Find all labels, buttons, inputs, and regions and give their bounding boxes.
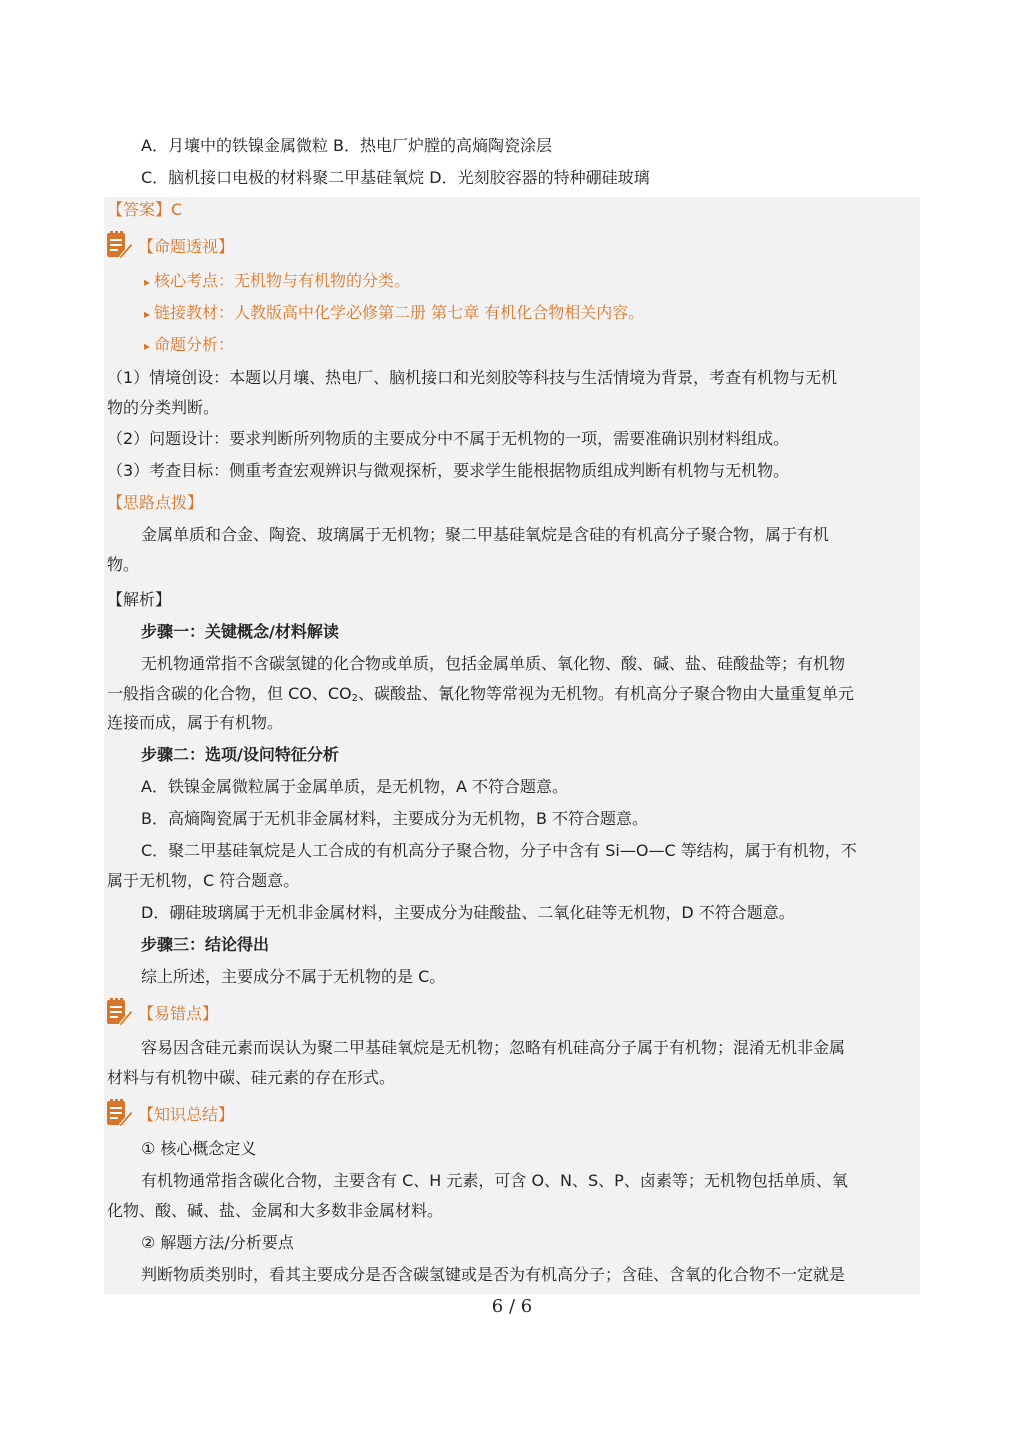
option-line-2: C．脑机接口电极的材料聚二甲基硅氧烷 D．光刻胶容器的特种硼硅玻璃 — [141, 168, 650, 187]
triangle-bullet-icon: ▸ — [144, 307, 151, 321]
section-title: 【命题透视】 — [138, 236, 235, 256]
jiexi-title: 【解析】 — [107, 590, 172, 609]
analysis-p1-line1: （1）情境创设：本题以月壤、热电厂、脑机接口和光刻胶等科技与生活情境为背景，考查有机物与无机 — [107, 368, 838, 387]
conclusion: 综上所述，主要成分不属于无机物的是 C。 — [141, 967, 446, 986]
analysis-p2: （2）问题设计：要求判断所列物质的主要成分中不属于无机物的一项，需要准确识别材料组成。 — [107, 429, 790, 448]
option-a-analysis: A．铁镍金属微粒属于金属单质，是无机物，A 不符合题意。 — [141, 777, 568, 796]
notepad-pencil-icon — [104, 997, 134, 1027]
option-line-1: A．月壤中的铁镍金属微粒 B．热电厂炉膛的高熵陶瓷涂层 — [141, 136, 553, 155]
option-b-analysis: B．高熵陶瓷属于无机非金属材料，主要成分为无机物，B 不符合题意。 — [141, 809, 649, 828]
section-header-mingti — [104, 230, 234, 260]
triangle-bullet-icon: ▸ — [144, 339, 151, 353]
section-header-yicuo — [104, 997, 218, 1027]
notepad-pencil-icon — [104, 1098, 134, 1128]
section-title: 【知识总结】 — [138, 1104, 235, 1124]
zhishi-heading-1: ① 核心概念定义 — [141, 1139, 257, 1158]
option-c-analysis-line2: 属于无机物，C 符合题意。 — [107, 871, 300, 890]
zhishi-heading-2: ② 解题方法/分析要点 — [141, 1233, 294, 1252]
step2-heading: 步骤二：选项/设问特征分析 — [141, 745, 339, 764]
zhishi-text-1-line2: 化物、酸、碱、盐、金属和大多数非金属材料。 — [107, 1201, 444, 1220]
bullet-text: 链接教材：人教版高中化学必修第二册 第七章 有机化合物相关内容。 — [154, 303, 645, 322]
bullet-link — [144, 303, 644, 324]
analysis-p3: （3）考查目标：侧重考查宏观辨识与微观探析，要求学生能根据物质组成判断有机物与无机物。 — [107, 461, 790, 480]
silu-title: 【思路点拨】 — [107, 493, 204, 512]
bullet-analysis — [144, 335, 234, 356]
text-span: 一般指含碳的化合物，但 CO、CO — [107, 684, 352, 703]
notepad-pencil-icon — [104, 230, 134, 260]
page-number: 6 / 6 — [491, 1296, 533, 1317]
yicuo-line2: 材料与有机物中碳、硅元素的存在形式。 — [107, 1068, 396, 1087]
text-span: 、碳酸盐、氰化物等常视为无机物。有机高分子聚合物由大量重复单元 — [358, 684, 855, 703]
section-header-zhishi — [104, 1098, 234, 1128]
silu-line2: 物。 — [107, 555, 140, 574]
step1-heading: 步骤一：关键概念/材料解读 — [141, 622, 339, 641]
silu-line1: 金属单质和合金、陶瓷、玻璃属于无机物；聚二甲基硅氧烷是含硅的有机高分子聚合物，属于有机 — [141, 525, 830, 544]
bullet-text: 核心考点：无机物与有机物的分类。 — [154, 271, 411, 290]
subscript: 2 — [351, 693, 358, 704]
yicuo-line1: 容易因含硅元素而误认为聚二甲基硅氧烷是无机物；忽略有机硅高分子属于有机物；混淆无机非金属 — [141, 1038, 846, 1057]
answer-label: 【答案】C — [107, 200, 183, 219]
option-d-analysis: D．硼硅玻璃属于无机非金属材料，主要成分为硅酸盐、二氧化硅等无机物，D 不符合题意。 — [141, 903, 795, 922]
analysis-p1-line2: 物的分类判断。 — [107, 398, 220, 417]
step1-line2 — [107, 684, 854, 704]
zhishi-text-1-line1: 有机物通常指含碳化合物，主要含有 C、H 元素，可含 O、N、S、P、卤素等；无机物包括单质、氧 — [141, 1171, 848, 1190]
triangle-bullet-icon: ▸ — [144, 275, 151, 289]
bullet-text: 命题分析： — [154, 335, 235, 354]
zhishi-text-2-line1: 判断物质类别时，看其主要成分是否含碳氢键或是否为有机高分子；含硅、含氧的化合物不一定就是 — [141, 1265, 846, 1284]
bullet-core — [144, 271, 410, 292]
step3-heading: 步骤三：结论得出 — [141, 935, 270, 954]
section-title: 【易错点】 — [138, 1003, 219, 1023]
step1-line3: 连接而成，属于有机物。 — [107, 713, 284, 732]
option-c-analysis-line1: C．聚二甲基硅氧烷是人工合成的有机高分子聚合物，分子中含有 Si—O—C 等结构，属于有机物，不 — [141, 841, 857, 860]
step1-line1: 无机物通常指不含碳氢键的化合物或单质，包括金属单质、氧化物、酸、碱、盐、硅酸盐等；有机物 — [141, 654, 846, 673]
